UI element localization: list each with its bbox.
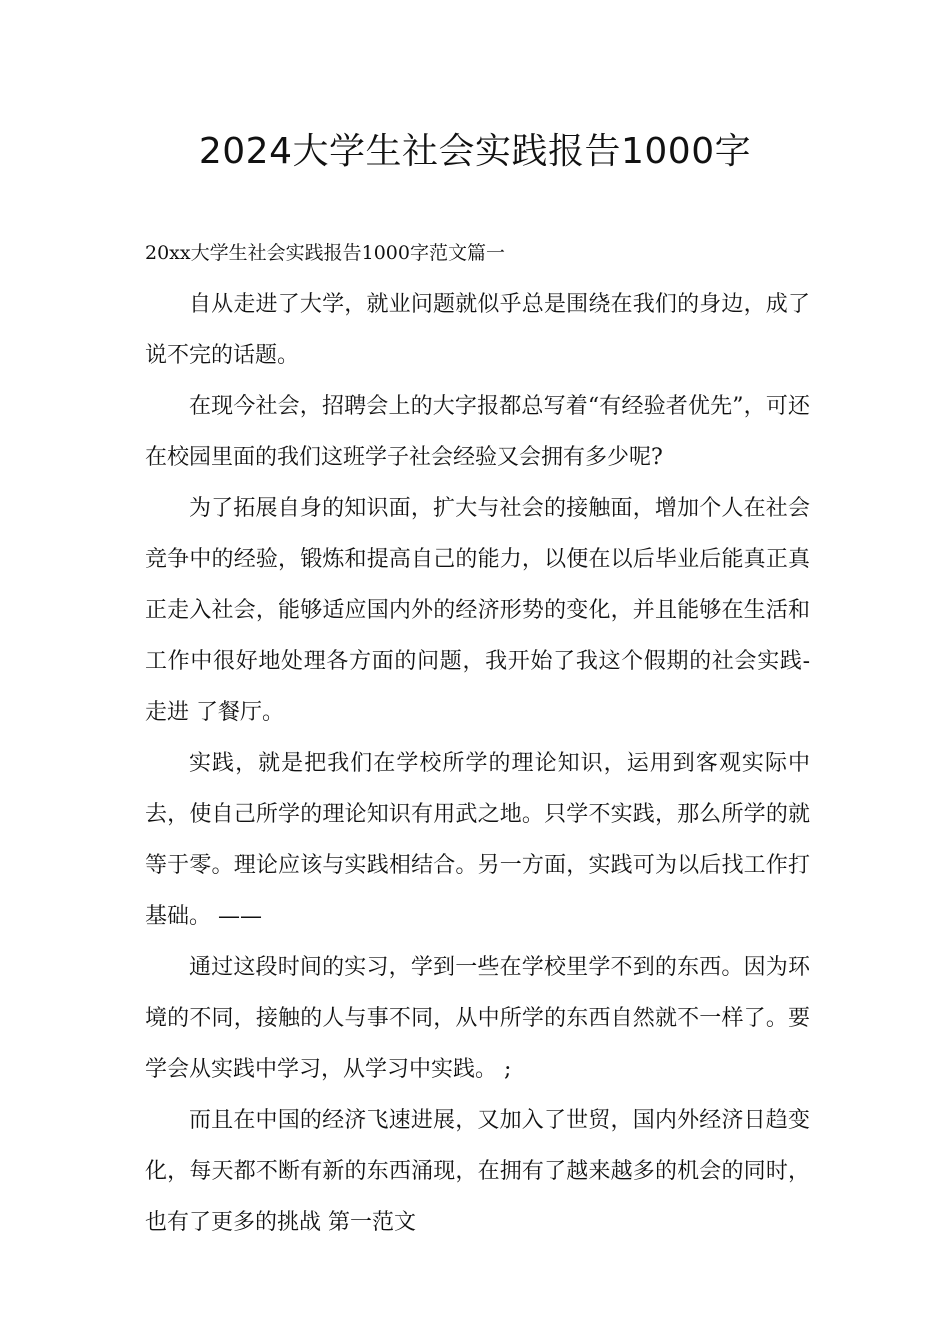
document-body [145, 228, 810, 1248]
paragraph-1: 自从走进了大学，就业问题就似乎总是围绕在我们的身边，成了说不完的话题。 [145, 292, 810, 368]
paragraph-6: 而且在中国的经济飞速进展，又加入了世贸，国内外经济日趋变化，每天都不断有新的东西涌现，在拥有了越来越多的机会的同时，也有了更多的挑战 第一范文 [145, 1108, 810, 1235]
paragraph-2: 在现今社会，招聘会上的大字报都总写着“有经验者优先”，可还在校园里面的我们这班学子社会经验又会拥有多少呢? [145, 394, 810, 470]
section-heading: 20xx大学生社会实践报告1000字范文篇一 [145, 242, 505, 264]
document-title: 2024大学生社会实践报告1000字 [198, 131, 752, 172]
paragraph-3: 为了拓展自身的知识面，扩大与社会的接触面，增加个人在社会竞争中的经验，锻炼和提高自己的能力，以便在以后毕业后能真正真正走入社会，能够适应国内外的经济形势的变化，并且能够在生活和工作中很好地处理各方面的问题，我开始了我这个假期的社会实践-走进 了餐厅。 [145, 496, 810, 725]
paragraph-4: 实践，就是把我们在学校所学的理论知识，运用到客观实际中去，使自己所学的理论知识有用武之地。只学不实践，那么所学的就等于零。理论应该与实践相结合。另一方面，实践可为以后找工作打基础。 —— [145, 751, 810, 929]
paragraph-5: 通过这段时间的实习，学到一些在学校里学不到的东西。因为环境的不同，接触的人与事不同，从中所学的东西自然就不一样了。要学会从实践中学习，从学习中实践。 ; [145, 955, 810, 1082]
